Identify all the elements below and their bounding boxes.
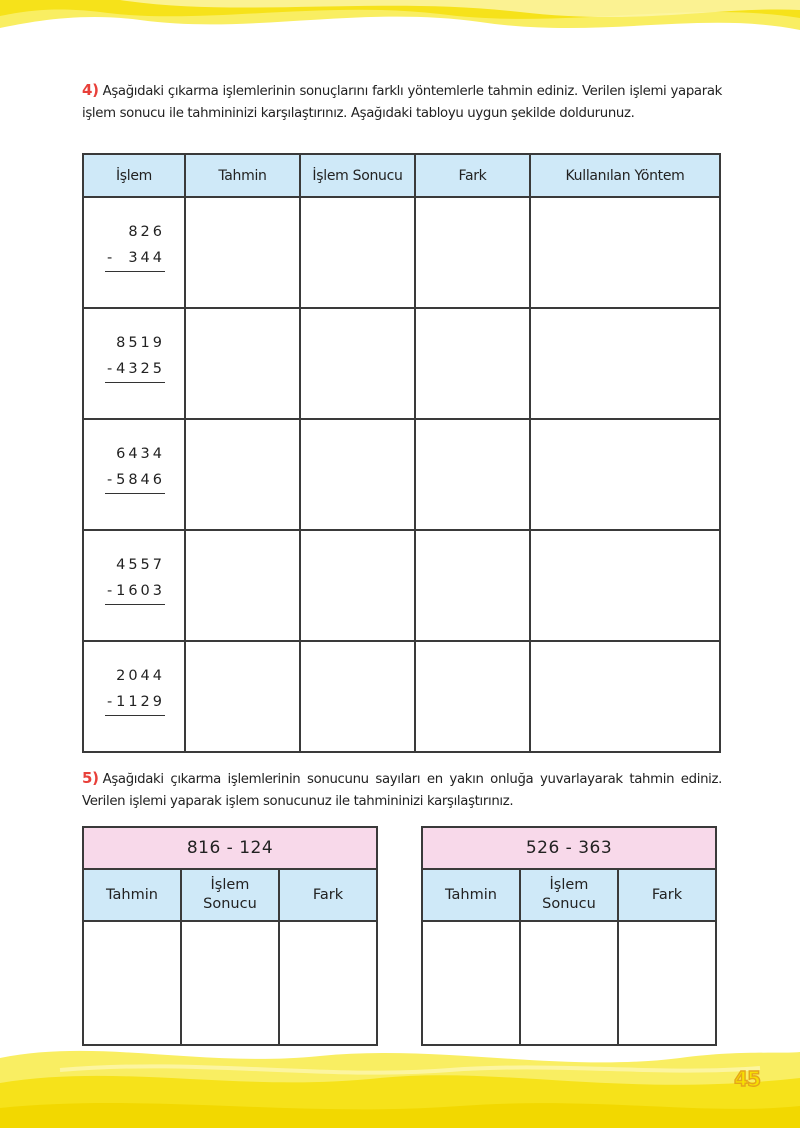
table-title: 816 - 124 xyxy=(83,827,377,869)
subtraction-problem xyxy=(105,219,165,272)
subtraction-cell xyxy=(83,641,185,752)
header-tahmin: Tahmin xyxy=(185,154,300,197)
top-wave-decoration xyxy=(0,0,800,80)
minus-sign: - xyxy=(107,361,116,377)
subtrahend: 1129 xyxy=(116,694,165,710)
fark-cell[interactable] xyxy=(415,641,530,752)
minuend: 826 xyxy=(128,224,165,240)
tahmin-cell[interactable] xyxy=(185,197,300,308)
table-header-row xyxy=(83,154,720,197)
table-title: 526 - 363 xyxy=(422,827,716,869)
tahmin-cell[interactable] xyxy=(185,530,300,641)
fark-cell[interactable] xyxy=(415,197,530,308)
subtraction-problem xyxy=(105,330,165,383)
header-fark: Fark xyxy=(279,869,377,921)
page-number: 45 xyxy=(734,1067,760,1091)
tahmin-cell[interactable] xyxy=(185,308,300,419)
header-tahmin: Tahmin xyxy=(83,869,181,921)
question-4-body: Aşağıdaki çıkarma işlemlerinin sonuçlarını farklı yöntemlerle tahmin ediniz. Verilen işlemi yaparak işlem sonucu ile tahmininizi karşılaştırınız. Aşağıdaki tabloyu uygun şekilde doldurunuz. xyxy=(82,84,722,121)
minus-sign: - xyxy=(107,250,116,266)
table-row xyxy=(83,308,720,419)
tahmin-cell[interactable] xyxy=(185,641,300,752)
table-row xyxy=(83,419,720,530)
header-fark: Fark xyxy=(415,154,530,197)
question-5-body: Aşağıdaki çıkarma işlemlerinin sonucunu sayıları en yakın onluğa yuvarlayarak tahmin ediniz. Verilen işlemi yaparak işlem sonucunuz ile tahmininizi karşılaştırınız. xyxy=(82,772,722,809)
minus-sign: - xyxy=(107,694,116,710)
question-4-table xyxy=(82,153,721,753)
minus-sign: - xyxy=(107,583,116,599)
islem-sonucu-cell[interactable] xyxy=(300,419,415,530)
fark-cell[interactable] xyxy=(415,308,530,419)
subtraction-problem xyxy=(105,663,165,716)
question-5-table-2 xyxy=(421,826,717,1046)
header-islem-sonucu: İşlem Sonucu xyxy=(181,869,279,921)
subtraction-problem xyxy=(105,441,165,494)
tahmin-cell[interactable] xyxy=(185,419,300,530)
question-5-table-1 xyxy=(82,826,378,1046)
yontem-cell[interactable] xyxy=(530,641,720,752)
islem-sonucu-cell[interactable] xyxy=(300,197,415,308)
minus-sign: - xyxy=(107,472,116,488)
minuend: 8519 xyxy=(116,335,165,351)
minuend: 4557 xyxy=(116,557,165,573)
subtrahend: 1603 xyxy=(116,583,165,599)
header-islem: İşlem xyxy=(83,154,185,197)
islem-sonucu-cell[interactable] xyxy=(300,641,415,752)
table-row xyxy=(83,197,720,308)
table-row xyxy=(83,530,720,641)
subtrahend: 5846 xyxy=(116,472,165,488)
fark-cell[interactable] xyxy=(618,921,716,1045)
yontem-cell[interactable] xyxy=(530,308,720,419)
question-4-text xyxy=(82,79,722,125)
yontem-cell[interactable] xyxy=(530,197,720,308)
header-tahmin: Tahmin xyxy=(422,869,520,921)
header-islem-sonucu: İşlem Sonucu xyxy=(520,869,618,921)
header-fark: Fark xyxy=(618,869,716,921)
header-kullanilan-yontem: Kullanılan Yöntem xyxy=(530,154,720,197)
fark-cell[interactable] xyxy=(415,530,530,641)
subtraction-cell xyxy=(83,419,185,530)
question-5-number: 5) xyxy=(82,769,99,787)
fark-cell[interactable] xyxy=(279,921,377,1045)
islem-sonucu-cell[interactable] xyxy=(520,921,618,1045)
minuend: 2044 xyxy=(116,668,165,684)
minuend: 6434 xyxy=(116,446,165,462)
subtraction-cell xyxy=(83,197,185,308)
subtraction-problem xyxy=(105,552,165,605)
islem-sonucu-cell[interactable] xyxy=(300,308,415,419)
tahmin-cell[interactable] xyxy=(422,921,520,1045)
subtraction-cell xyxy=(83,308,185,419)
subtrahend: 4325 xyxy=(116,361,165,377)
yontem-cell[interactable] xyxy=(530,530,720,641)
tahmin-cell[interactable] xyxy=(83,921,181,1045)
question-4-number: 4) xyxy=(82,81,99,99)
subtrahend: 344 xyxy=(128,250,165,266)
header-islem-sonucu: İşlem Sonucu xyxy=(300,154,415,197)
question-5-text xyxy=(82,767,722,813)
subtraction-cell xyxy=(83,530,185,641)
table-row xyxy=(83,641,720,752)
yontem-cell[interactable] xyxy=(530,419,720,530)
islem-sonucu-cell[interactable] xyxy=(300,530,415,641)
fark-cell[interactable] xyxy=(415,419,530,530)
islem-sonucu-cell[interactable] xyxy=(181,921,279,1045)
